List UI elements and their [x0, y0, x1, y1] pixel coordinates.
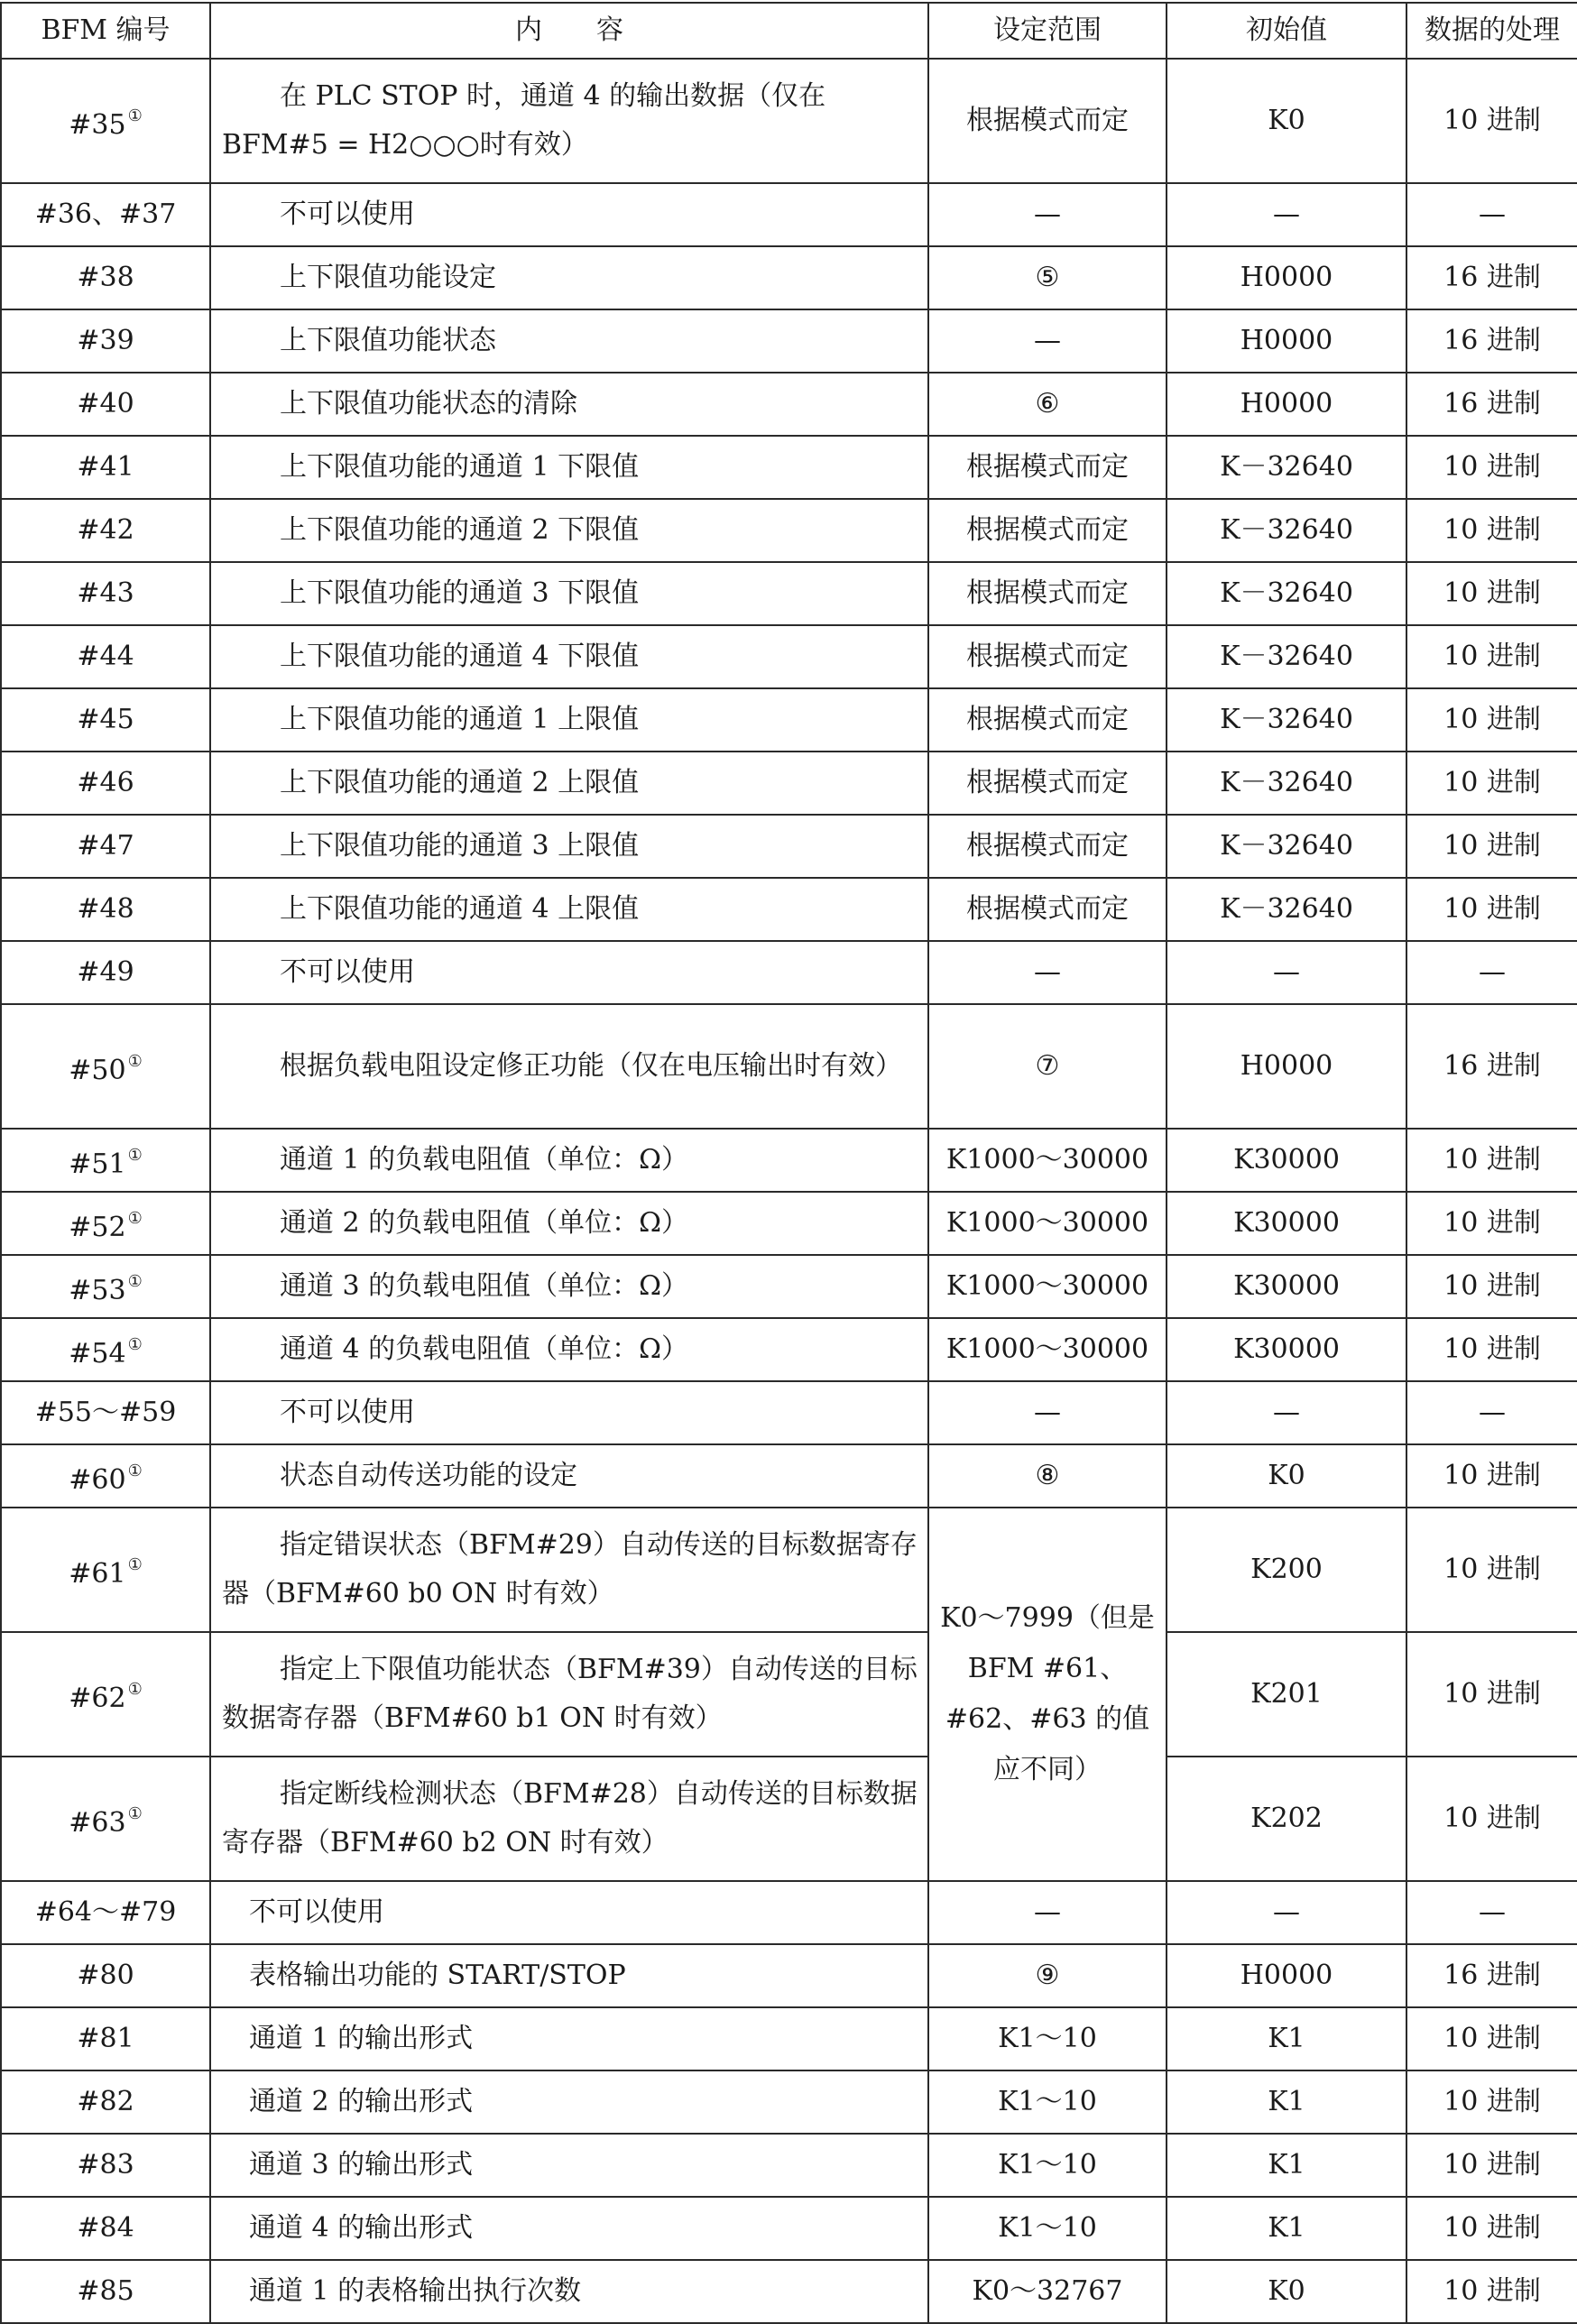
content-cell: 上下限值功能状态 [210, 309, 928, 373]
bfm-number: #62 [69, 1683, 126, 1714]
bfm-number-cell [1, 625, 210, 688]
bfm-number: #52 [69, 1212, 126, 1243]
table-row [1, 2070, 1577, 2134]
initial-value-cell: K－32640 [1167, 878, 1406, 941]
range-cell: — [928, 183, 1167, 246]
range-cell: 根据模式而定 [928, 688, 1167, 752]
initial-value-cell: K1 [1167, 2134, 1406, 2197]
table-row [1, 1444, 1577, 1508]
initial-value-cell: K30000 [1167, 1318, 1406, 1381]
data-format-cell: — [1406, 1881, 1577, 1944]
data-format-cell: 10 进制 [1406, 878, 1577, 941]
initial-value-cell: K－32640 [1167, 815, 1406, 878]
bfm-number-cell [1, 1004, 210, 1129]
bfm-number: #39 [77, 325, 134, 356]
range-cell: 根据模式而定 [928, 436, 1167, 499]
range-cell: K1000～30000 [928, 1192, 1167, 1255]
data-format-cell: 10 进制 [1406, 562, 1577, 625]
footnote-mark: ① [127, 1555, 143, 1574]
range-cell: ⑧ [928, 1444, 1167, 1508]
data-format-cell: 10 进制 [1406, 1508, 1577, 1632]
bfm-number: #84 [77, 2212, 134, 2244]
bfm-number: #45 [77, 704, 134, 735]
data-format-cell: 10 进制 [1406, 2134, 1577, 2197]
data-format-cell: 10 进制 [1406, 1757, 1577, 1881]
table-row [1, 2197, 1577, 2260]
bfm-number-cell [1, 941, 210, 1004]
range-cell: 根据模式而定 [928, 815, 1167, 878]
table-row [1, 1944, 1577, 2007]
bfm-number: #42 [77, 514, 134, 546]
table-body [1, 59, 1577, 2323]
bfm-number-cell [1, 1632, 210, 1757]
bfm-number-cell [1, 2134, 210, 2197]
data-format-cell: 10 进制 [1406, 499, 1577, 562]
header-initial: 初始值 [1167, 3, 1406, 59]
data-format-cell: 10 进制 [1406, 2260, 1577, 2323]
content-cell: 上下限值功能的通道 2 下限值 [210, 499, 928, 562]
content-cell: 不可以使用 [210, 1381, 928, 1444]
bfm-number-cell [1, 688, 210, 752]
content-cell: 表格输出功能的 START/STOP [210, 1944, 928, 2007]
content-cell: 上下限值功能的通道 1 下限值 [210, 436, 928, 499]
footnote-mark: ① [127, 1804, 143, 1823]
initial-value-cell: K0 [1167, 1444, 1406, 1508]
content-cell: 上下限值功能状态的清除 [210, 373, 928, 436]
header-bfm: BFM 编号 [1, 3, 210, 59]
bfm-number: #46 [77, 767, 134, 798]
bfm-number-cell [1, 59, 210, 183]
initial-value-cell: K1 [1167, 2070, 1406, 2134]
table-row [1, 1632, 1577, 1757]
initial-value-cell: H0000 [1167, 309, 1406, 373]
bfm-number: #55～#59 [34, 1397, 177, 1428]
table-header [1, 3, 1577, 59]
merged-range-cell: K0～7999（但是 BFM #61、#62、#63 的值应不同） [928, 1508, 1167, 1881]
bfm-number: #50 [69, 1055, 126, 1086]
table-row [1, 183, 1577, 246]
data-format-cell: 10 进制 [1406, 815, 1577, 878]
bfm-number: #38 [77, 262, 134, 293]
bfm-number: #43 [77, 577, 134, 609]
content-cell: 指定错误状态（BFM#29）自动传送的目标数据寄存器（BFM#60 b0 ON 时有效） [210, 1508, 928, 1632]
range-cell: 根据模式而定 [928, 752, 1167, 815]
bfm-number-cell [1, 246, 210, 309]
data-format-cell: 16 进制 [1406, 246, 1577, 309]
table-row [1, 2260, 1577, 2323]
initial-value-cell: K30000 [1167, 1129, 1406, 1192]
table-row [1, 625, 1577, 688]
header-format: 数据的处理 [1406, 3, 1577, 59]
range-cell: — [928, 1881, 1167, 1944]
data-format-cell: 10 进制 [1406, 752, 1577, 815]
range-cell: ⑦ [928, 1004, 1167, 1129]
range-cell: 根据模式而定 [928, 562, 1167, 625]
content-cell: 指定上下限值功能状态（BFM#39）自动传送的目标数据寄存器（BFM#60 b1 ON 时有效） [210, 1632, 928, 1757]
data-format-cell: 10 进制 [1406, 625, 1577, 688]
bfm-number-cell [1, 1255, 210, 1318]
bfm-number-cell [1, 2260, 210, 2323]
bfm-number-cell [1, 1508, 210, 1632]
initial-value-cell: K－32640 [1167, 562, 1406, 625]
bfm-number-cell [1, 2197, 210, 2260]
bfm-number-cell [1, 1192, 210, 1255]
data-format-cell: 10 进制 [1406, 1129, 1577, 1192]
bfm-number-cell [1, 309, 210, 373]
range-cell: 根据模式而定 [928, 59, 1167, 183]
content-cell: 不可以使用 [210, 183, 928, 246]
bfm-number: #51 [69, 1148, 126, 1180]
footnote-mark: ① [127, 106, 143, 125]
range-cell: K0～32767 [928, 2260, 1167, 2323]
data-format-cell: 16 进制 [1406, 309, 1577, 373]
data-format-cell: 10 进制 [1406, 1632, 1577, 1757]
bfm-number: #36、#37 [34, 198, 177, 230]
data-format-cell: 10 进制 [1406, 688, 1577, 752]
bfm-number: #48 [77, 893, 134, 925]
initial-value-cell: K30000 [1167, 1192, 1406, 1255]
bfm-number: #44 [77, 641, 134, 672]
bfm-number: #41 [77, 451, 134, 483]
table-row [1, 752, 1577, 815]
table-row [1, 1318, 1577, 1381]
initial-value-cell: K－32640 [1167, 436, 1406, 499]
bfm-number-cell [1, 1381, 210, 1444]
initial-value-cell: K－32640 [1167, 625, 1406, 688]
table-row [1, 1881, 1577, 1944]
bfm-number-cell [1, 878, 210, 941]
data-format-cell: 10 进制 [1406, 436, 1577, 499]
initial-value-cell: — [1167, 1381, 1406, 1444]
footnote-mark: ① [127, 1052, 143, 1071]
content-cell: 通道 2 的输出形式 [210, 2070, 928, 2134]
data-format-cell: 10 进制 [1406, 1255, 1577, 1318]
table-row [1, 1381, 1577, 1444]
bfm-number: #40 [77, 388, 134, 420]
table-row [1, 562, 1577, 625]
initial-value-cell: K－32640 [1167, 752, 1406, 815]
footnote-mark: ① [127, 1462, 143, 1480]
bfm-number: #54 [69, 1338, 126, 1370]
table-row [1, 1757, 1577, 1881]
table-row [1, 1129, 1577, 1192]
footnote-mark: ① [127, 1146, 143, 1165]
content-cell: 通道 1 的负载电阻值（单位：Ω） [210, 1129, 928, 1192]
table-row [1, 59, 1577, 183]
content-cell: 不可以使用 [210, 941, 928, 1004]
table-row [1, 1004, 1577, 1129]
footnote-mark: ① [127, 1272, 143, 1291]
header-row [1, 3, 1577, 59]
bfm-number: #64～#79 [34, 1896, 177, 1928]
range-cell: K1000～30000 [928, 1129, 1167, 1192]
bfm-number: #80 [77, 1960, 134, 1991]
range-cell: K1000～30000 [928, 1255, 1167, 1318]
bfm-number: #85 [77, 2275, 134, 2307]
data-format-cell: — [1406, 1381, 1577, 1444]
footnote-mark: ① [127, 1209, 143, 1228]
initial-value-cell: K30000 [1167, 1255, 1406, 1318]
initial-value-cell: K201 [1167, 1632, 1406, 1757]
bfm-number-cell [1, 1129, 210, 1192]
content-cell: 通道 3 的输出形式 [210, 2134, 928, 2197]
content-cell: 通道 4 的负载电阻值（单位：Ω） [210, 1318, 928, 1381]
bfm-number-cell [1, 1444, 210, 1508]
table-row [1, 499, 1577, 562]
bfm-number: #63 [69, 1807, 126, 1839]
bfm-number-cell [1, 183, 210, 246]
content-cell: 通道 1 的表格输出执行次数 [210, 2260, 928, 2323]
range-cell: 根据模式而定 [928, 878, 1167, 941]
range-cell: K1～10 [928, 2134, 1167, 2197]
table-row [1, 2007, 1577, 2070]
data-format-cell: 10 进制 [1406, 1444, 1577, 1508]
range-cell: — [928, 309, 1167, 373]
content-cell: 上下限值功能设定 [210, 246, 928, 309]
data-format-cell: 16 进制 [1406, 373, 1577, 436]
range-cell: K1～10 [928, 2197, 1167, 2260]
initial-value-cell: K0 [1167, 59, 1406, 183]
initial-value-cell: — [1167, 941, 1406, 1004]
content-cell: 不可以使用 [210, 1881, 928, 1944]
content-cell: 指定断线检测状态（BFM#28）自动传送的目标数据寄存器（BFM#60 b2 ON 时有效） [210, 1757, 928, 1881]
bfm-number-cell [1, 1318, 210, 1381]
table-row [1, 373, 1577, 436]
initial-value-cell: K0 [1167, 2260, 1406, 2323]
table-row [1, 878, 1577, 941]
bfm-number: #83 [77, 2149, 134, 2181]
initial-value-cell: H0000 [1167, 1004, 1406, 1129]
bfm-number: #35 [69, 109, 126, 141]
data-format-cell: 10 进制 [1406, 2070, 1577, 2134]
content-cell: 上下限值功能的通道 1 上限值 [210, 688, 928, 752]
range-cell: ⑤ [928, 246, 1167, 309]
footnote-mark: ① [127, 1680, 143, 1699]
data-format-cell: 10 进制 [1406, 2007, 1577, 2070]
bfm-number-cell [1, 2070, 210, 2134]
bfm-number: #81 [77, 2023, 134, 2054]
header-range: 设定范围 [928, 3, 1167, 59]
initial-value-cell: K－32640 [1167, 499, 1406, 562]
content-cell: 通道 2 的负载电阻值（单位：Ω） [210, 1192, 928, 1255]
data-format-cell: — [1406, 941, 1577, 1004]
initial-value-cell: H0000 [1167, 373, 1406, 436]
initial-value-cell: K202 [1167, 1757, 1406, 1881]
range-cell: K1～10 [928, 2007, 1167, 2070]
initial-value-cell: — [1167, 183, 1406, 246]
table-row [1, 436, 1577, 499]
table-row [1, 2134, 1577, 2197]
bfm-number-cell [1, 436, 210, 499]
bfm-number-cell [1, 2007, 210, 2070]
content-cell: 上下限值功能的通道 2 上限值 [210, 752, 928, 815]
content-cell: 上下限值功能的通道 4 上限值 [210, 878, 928, 941]
data-format-cell: 10 进制 [1406, 2197, 1577, 2260]
range-cell: K1000～30000 [928, 1318, 1167, 1381]
data-format-cell: — [1406, 183, 1577, 246]
bfm-number: #47 [77, 830, 134, 862]
range-cell: ⑥ [928, 373, 1167, 436]
content-cell: 根据负载电阻设定修正功能（仅在电压输出时有效） [210, 1004, 928, 1129]
initial-value-cell: H0000 [1167, 1944, 1406, 2007]
range-cell: — [928, 941, 1167, 1004]
initial-value-cell: K－32640 [1167, 688, 1406, 752]
data-format-cell: 10 进制 [1406, 59, 1577, 183]
range-cell: 根据模式而定 [928, 499, 1167, 562]
table-row [1, 1255, 1577, 1318]
initial-value-cell: K1 [1167, 2007, 1406, 2070]
bfm-parameter-table [0, 2, 1577, 2324]
content-cell: 上下限值功能的通道 3 下限值 [210, 562, 928, 625]
table-row [1, 815, 1577, 878]
bfm-number-cell [1, 815, 210, 878]
header-content: 内 容 [210, 3, 928, 59]
bfm-number-cell [1, 1757, 210, 1881]
content-cell: 通道 3 的负载电阻值（单位：Ω） [210, 1255, 928, 1318]
footnote-mark: ① [127, 1335, 143, 1354]
table-row [1, 246, 1577, 309]
initial-value-cell: K1 [1167, 2197, 1406, 2260]
bfm-number: #60 [69, 1464, 126, 1496]
table-row [1, 1192, 1577, 1255]
bfm-number-cell [1, 373, 210, 436]
content-cell: 上下限值功能的通道 4 下限值 [210, 625, 928, 688]
range-cell: 根据模式而定 [928, 625, 1167, 688]
range-cell: ⑨ [928, 1944, 1167, 2007]
data-format-cell: 16 进制 [1406, 1004, 1577, 1129]
data-format-cell: 10 进制 [1406, 1318, 1577, 1381]
bfm-number-cell [1, 1881, 210, 1944]
content-cell: 在 PLC STOP 时，通道 4 的输出数据（仅在 BFM#5 = H2○○○时有效） [210, 59, 928, 183]
bfm-number-cell [1, 562, 210, 625]
bfm-number-cell [1, 1944, 210, 2007]
table-row [1, 1508, 1577, 1632]
content-cell: 通道 1 的输出形式 [210, 2007, 928, 2070]
bfm-number: #82 [77, 2086, 134, 2117]
table-row [1, 688, 1577, 752]
data-format-cell: 16 进制 [1406, 1944, 1577, 2007]
bfm-number: #49 [77, 956, 134, 988]
bfm-number: #61 [69, 1558, 126, 1590]
initial-value-cell: K200 [1167, 1508, 1406, 1632]
range-cell: K1～10 [928, 2070, 1167, 2134]
bfm-number: #53 [69, 1275, 126, 1306]
content-cell: 状态自动传送功能的设定 [210, 1444, 928, 1508]
table-row [1, 309, 1577, 373]
bfm-number-cell [1, 752, 210, 815]
content-cell: 通道 4 的输出形式 [210, 2197, 928, 2260]
range-cell: — [928, 1381, 1167, 1444]
initial-value-cell: H0000 [1167, 246, 1406, 309]
table-row [1, 941, 1577, 1004]
data-format-cell: 10 进制 [1406, 1192, 1577, 1255]
initial-value-cell: — [1167, 1881, 1406, 1944]
bfm-number-cell [1, 499, 210, 562]
content-cell: 上下限值功能的通道 3 上限值 [210, 815, 928, 878]
